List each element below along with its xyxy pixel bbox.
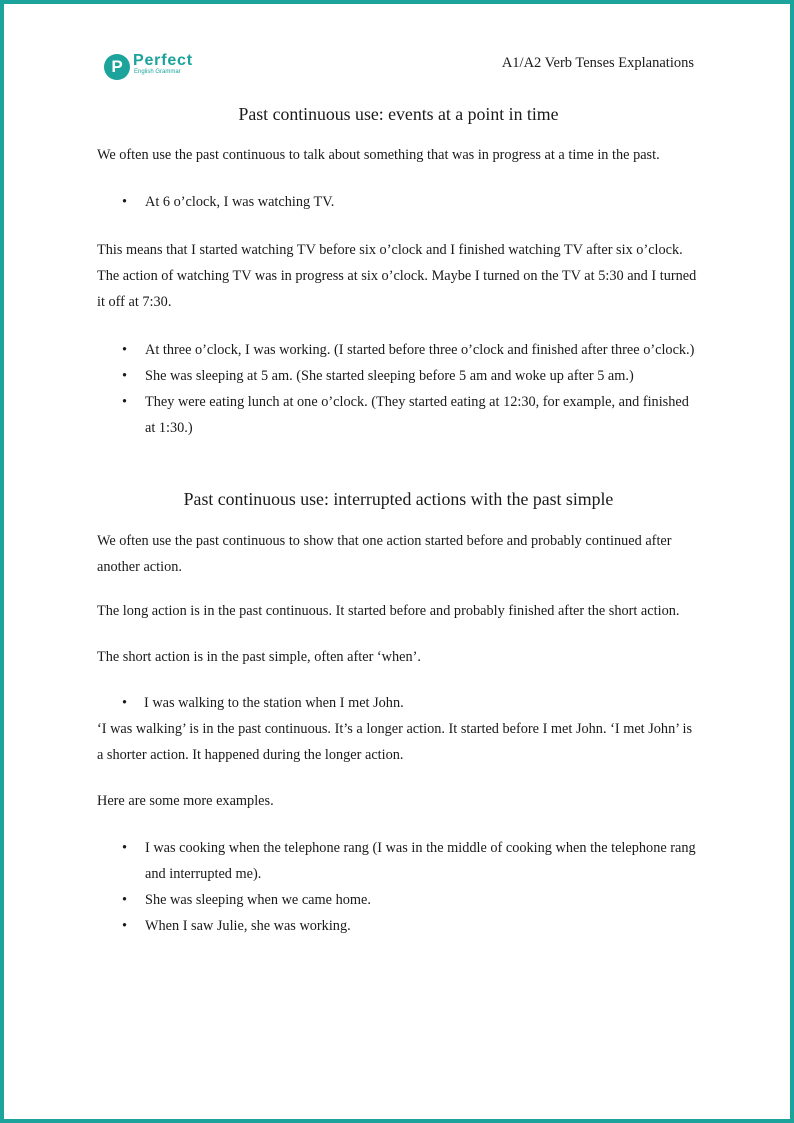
list-item: • She was sleeping at 5 am. (She started sleeping before 5 am and woke up after 5 am.) [97, 363, 700, 389]
header-title: A1/A2 Verb Tenses Explanations [501, 55, 694, 71]
section2-examples-list [97, 835, 700, 939]
logo-brand-text: Perfect [133, 52, 193, 69]
bullet-icon: • [122, 342, 128, 358]
list-item: • She was sleeping when we came home. [97, 887, 700, 913]
list-item: • They were eating lunch at one o’clock. (They started eating at 12:30, for example, and finished at 1:30.) [97, 389, 700, 441]
list-item: • I was cooking when the telephone rang (I was in the middle of cooking when the telephone rang and interrupted me). [97, 835, 700, 887]
list-item: • When I saw Julie, she was working. [97, 913, 700, 939]
section2-intro: We often use the past continuous to show that one action started before and probably continued after another action. [97, 533, 672, 575]
section1-intro: We often use the past continuous to talk about something that was in progress at a time in the past. [97, 147, 660, 163]
bullet-icon: • [122, 394, 128, 410]
bullet-icon: • [122, 695, 128, 711]
list-item: • At three o’clock, I was working. (I started before three o’clock and finished after three o’clock.) [97, 337, 700, 363]
section1-heading: Past continuous use: events at a point in time [238, 104, 559, 124]
list-item: • I was walking to the station when I met John. [97, 690, 700, 716]
section2-heading: Past continuous use: interrupted actions with the past simple [183, 489, 614, 509]
bullet-icon: • [122, 368, 128, 384]
bullet-icon: • [122, 194, 128, 210]
logo-subtext: English Grammar [134, 69, 181, 75]
bullet-icon: • [122, 918, 128, 934]
logo-p-icon: P [104, 54, 130, 80]
section1-examples-list [97, 337, 700, 441]
bullet-icon: • [122, 892, 128, 908]
section2-example-list [97, 690, 700, 716]
section1-example-list [97, 189, 700, 215]
list-item: • At 6 o’clock, I was watching TV. [97, 189, 700, 215]
section2-short-action: The short action is in the past simple, often after ‘when’. [97, 649, 421, 665]
section1-explanation: This means that I started watching TV before six o’clock and I finished watching TV after six o’clock. The action of watching TV was in progress at six o’clock. Maybe I turned on the TV at 5:30 and I turned it off at 7:30. [97, 242, 697, 310]
section2-explanation: ‘I was walking’ is in the past continuous. It’s a longer action. It started before I met John. ‘I met John’ is a shorter action. It happened during the longer action. [97, 721, 693, 763]
bullet-icon: • [122, 840, 128, 856]
section2-long-action: The long action is in the past continuous. It started before and probably finished after the short action. [97, 603, 680, 619]
section2-more-intro: Here are some more examples. [97, 793, 274, 809]
content [97, 102, 700, 939]
